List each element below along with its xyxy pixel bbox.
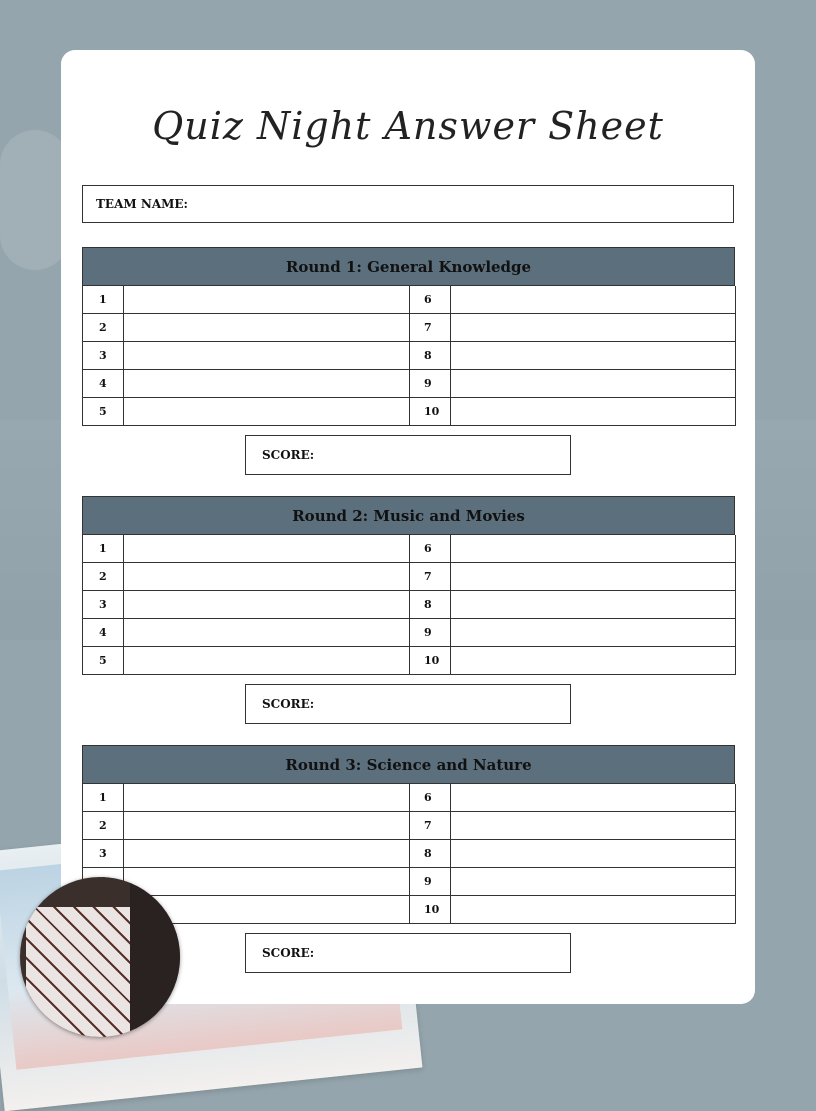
round-2-table [82, 496, 735, 675]
question-number: 1 [83, 286, 124, 314]
answer-cell[interactable] [124, 286, 410, 314]
answer-cell[interactable] [451, 286, 736, 314]
answer-cell[interactable] [124, 784, 410, 812]
round-heading: Round 1: General Knowledge [82, 247, 735, 286]
question-number: 3 [83, 840, 124, 868]
question-number: 9 [410, 868, 451, 896]
answer-cell[interactable] [124, 619, 410, 647]
answer-cell[interactable] [451, 370, 736, 398]
question-number: 5 [83, 647, 124, 675]
curtain-image [26, 907, 146, 1037]
score-label: SCORE: [262, 946, 315, 960]
answer-cell[interactable] [124, 647, 410, 675]
question-number: 5 [83, 398, 124, 426]
answer-cell[interactable] [124, 591, 410, 619]
question-number: 10 [410, 896, 451, 924]
answer-cell[interactable] [451, 647, 736, 675]
answer-cell[interactable] [451, 784, 736, 812]
round-1-table [82, 247, 735, 426]
answer-cell[interactable] [124, 812, 410, 840]
question-number: 9 [410, 370, 451, 398]
question-number: 2 [83, 812, 124, 840]
answer-cell[interactable] [124, 535, 410, 563]
question-number: 8 [410, 840, 451, 868]
webcam-overlay[interactable] [20, 877, 180, 1037]
team-name-label: TEAM NAME: [96, 197, 188, 211]
answer-cell[interactable] [451, 868, 736, 896]
answer-cell[interactable] [451, 840, 736, 868]
question-number: 8 [410, 591, 451, 619]
round-3-score-field[interactable] [245, 933, 571, 973]
answer-cell[interactable] [451, 535, 736, 563]
score-label: SCORE: [262, 448, 315, 462]
round-2-score-field[interactable] [245, 684, 571, 724]
round-1-score-field[interactable] [245, 435, 571, 475]
round-heading: Round 2: Music and Movies [82, 496, 735, 535]
question-number: 1 [83, 784, 124, 812]
answer-cell[interactable] [124, 314, 410, 342]
answer-cell[interactable] [124, 370, 410, 398]
question-number: 8 [410, 342, 451, 370]
question-number: 7 [410, 812, 451, 840]
question-number: 3 [83, 591, 124, 619]
answer-cell[interactable] [124, 342, 410, 370]
score-label: SCORE: [262, 697, 315, 711]
answer-cell[interactable] [451, 619, 736, 647]
answer-cell[interactable] [124, 840, 410, 868]
question-number: 2 [83, 563, 124, 591]
round-heading: Round 3: Science and Nature [82, 745, 735, 784]
question-number: 4 [83, 619, 124, 647]
answer-cell[interactable] [451, 314, 736, 342]
page-title: Quiz Night Answer Sheet [152, 104, 664, 148]
question-number: 3 [83, 342, 124, 370]
question-number: 6 [410, 535, 451, 563]
question-number: 7 [410, 563, 451, 591]
answer-cell[interactable] [451, 896, 736, 924]
question-number: 9 [410, 619, 451, 647]
answer-cell[interactable] [451, 591, 736, 619]
question-number: 6 [410, 784, 451, 812]
answer-cell[interactable] [124, 563, 410, 591]
team-name-field[interactable] [82, 185, 734, 223]
answer-cell[interactable] [124, 398, 410, 426]
question-number: 1 [83, 535, 124, 563]
question-number: 7 [410, 314, 451, 342]
answer-cell[interactable] [451, 398, 736, 426]
background-plant [0, 130, 70, 270]
question-number: 4 [83, 370, 124, 398]
question-number: 10 [410, 398, 451, 426]
answer-cell[interactable] [451, 342, 736, 370]
answer-cell[interactable] [451, 812, 736, 840]
question-number: 2 [83, 314, 124, 342]
question-number: 6 [410, 286, 451, 314]
answer-cell[interactable] [451, 563, 736, 591]
question-number: 10 [410, 647, 451, 675]
